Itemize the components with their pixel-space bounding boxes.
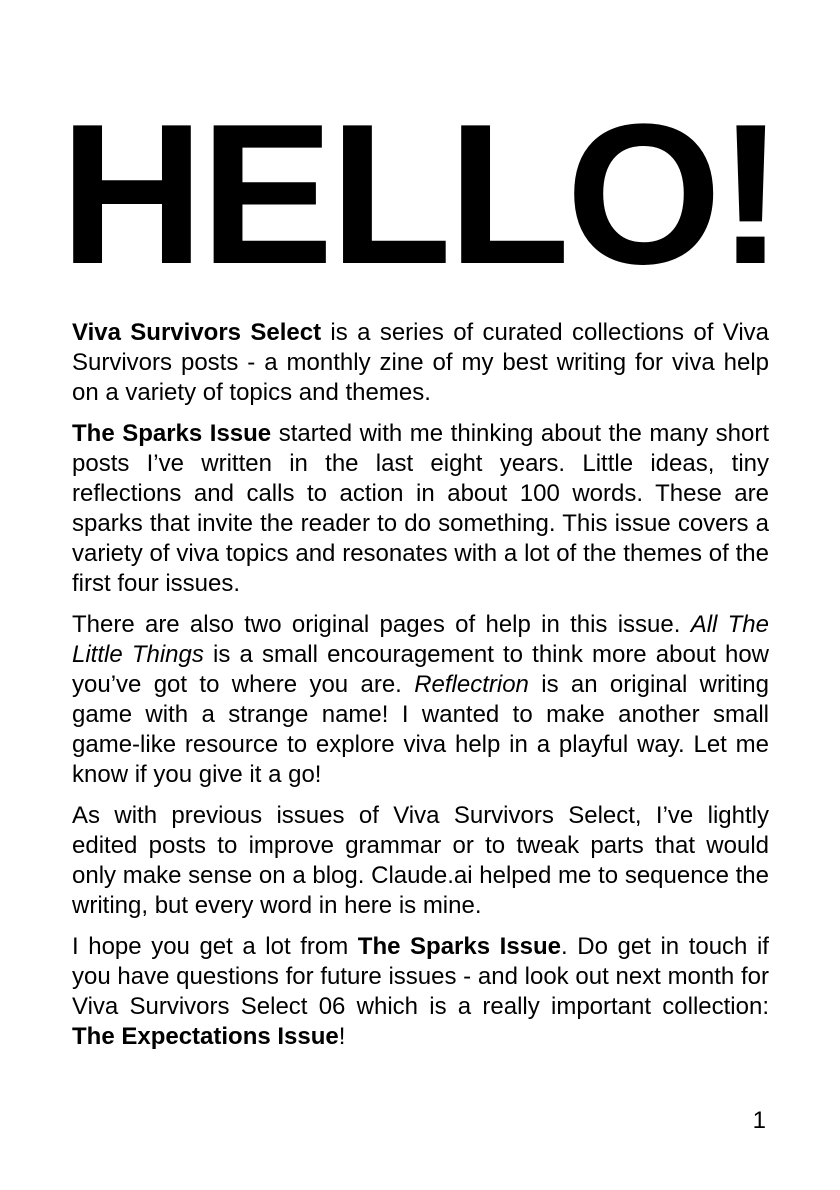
text-run: I hope you get a lot from xyxy=(72,933,358,960)
bold-text: The Sparks Issue xyxy=(357,933,562,960)
text-run: is a small encouragement to think more about how you’ve got to where you are. xyxy=(72,641,770,698)
text-run: ! xyxy=(338,1023,346,1050)
text-run: is a series of curated collections of Viva Survivors posts - a monthly zine of my best writing for viva help on a variety of topics and themes. xyxy=(72,319,769,406)
italic-text: All The Little Things xyxy=(72,611,769,668)
headline: HELLO! xyxy=(59,83,781,306)
italic-text: Reflectrion xyxy=(414,671,529,698)
paragraph xyxy=(72,801,769,921)
bold-text: The Sparks Issue xyxy=(72,420,272,447)
text-run: . Do get in touch if you have questions for future issues - and look out next month for Viva Survivors Select 06 which is a really important collection: xyxy=(72,933,769,1020)
bold-text: Viva Survivors Select xyxy=(72,319,322,346)
paragraph xyxy=(72,318,769,408)
text-run: is an original writing game with a strange name! I wanted to make another small game-like resource to explore viva help in a playful way. Let me know if you give it a go! xyxy=(72,671,769,788)
page-number: 1 xyxy=(752,1107,766,1134)
paragraph xyxy=(72,419,769,599)
text-run: There are also two original pages of help in this issue. xyxy=(72,611,691,638)
text-run: As with previous issues of Viva Survivors Select, I’ve lightly edited posts to improve grammar or to tweak parts that would only make sense on a blog. Claude.ai helped me to sequence the writing, but every word in here is mine. xyxy=(72,802,769,919)
intro-text xyxy=(72,318,769,1063)
paragraph xyxy=(72,932,769,1052)
bold-text: The Expectations Issue xyxy=(72,1023,339,1050)
text-run: started with me thinking about the many short posts I’ve written in the last eight years. Little ideas, tiny reflections and calls to action in about 100 words. These are sparks that invite the reader to do something. This issue covers a variety of viva topics and resonates with a lot of the themes of the first four issues. xyxy=(72,420,769,597)
paragraph xyxy=(72,610,769,790)
